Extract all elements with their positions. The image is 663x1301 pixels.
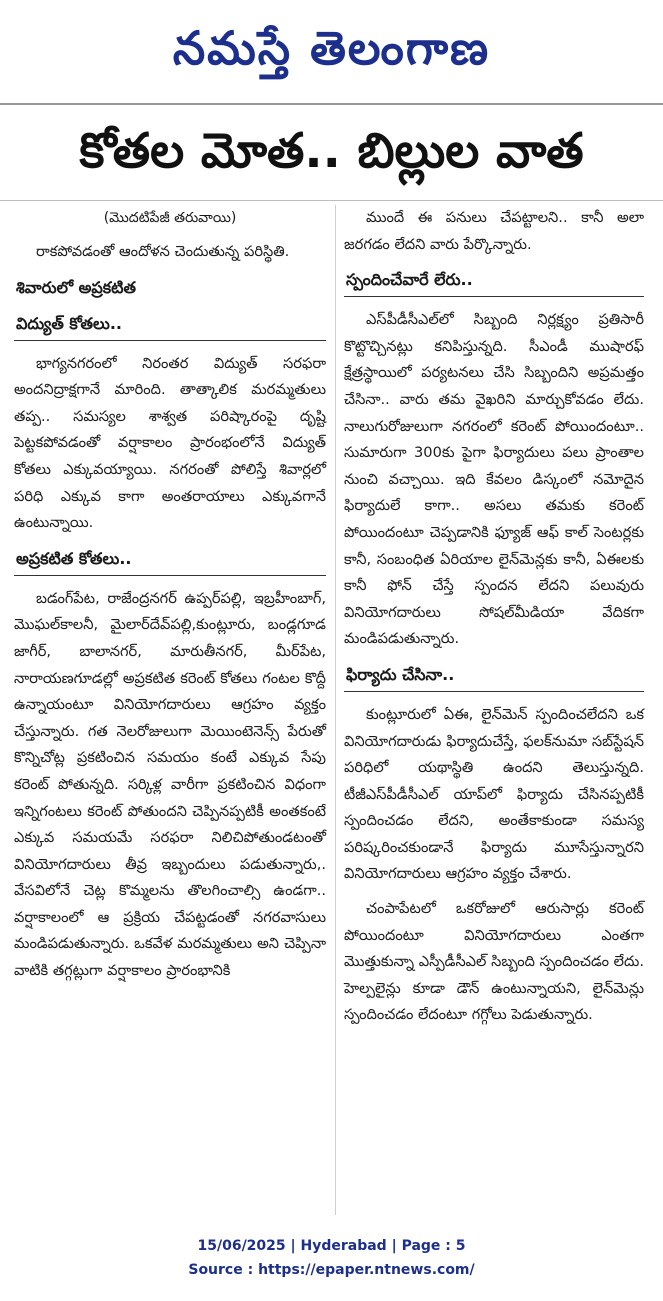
masthead-logo: నమస్తే తెలంగాణ bbox=[172, 21, 491, 75]
subheading: అప్రకటిత కోతలు.. bbox=[14, 545, 326, 576]
headline-divider bbox=[0, 200, 663, 201]
paragraph: ఎస్‌పీడీసీఎల్‌లో సిబ్బంది నిర్లక్ష్యం ప్రతిసారీ కొట్టొచ్చినట్లు కనిపిస్తున్నది. సీఎండీ ముషారఫ్ క్షేత్రస్థాయిలో పర్యటనలు చేసి సిబ్బందిని అప్రమత్తం చేసినా.. వారు తమ వైఖరిని మార్చుకోవడం లేదు. నాలుగురోజులుగా నగరంలో కరెంట్ పోయిందంటూ.. సుమారుగా 300కు పైగా ఫిర్యాదులు పలు ప్రాంతాల నుంచి వచ్చాయి. ఇది కేవలం డిస్కంలో నమోదైన ఫిర్యాదులే కాగా.. అసలు తమకు కరెంట్ పోయిందంటూ చెప్పడానికి ఫ్యూజ్ ఆఫ్ కాల్ సెంటర్లకు కానీ, సంబంధిత ఏరియాల లైన్‌మెన్లకు కానీ, ఏఈలకు కానీ ఫోన్ చేస్తే స్పందన లేదని పలువురు వినియోగదారులు సోషల్‌మీడియా వేదికగా మండిపడుతున్నారు. bbox=[344, 311, 644, 648]
article-column-left bbox=[14, 205, 326, 993]
subheading: విద్యుత్ కోతలు.. bbox=[14, 310, 326, 341]
footer-dateline: 15/06/2025 | Hyderabad | Page : 5 bbox=[197, 1238, 466, 1254]
article-headline: కోతల మోత.. బిల్లుల వాత bbox=[79, 123, 584, 179]
paragraph: భాగ్యనగరంలో నిరంతర విద్యుత్ సరఫరా అందనిద్రాక్షగానే మారింది. తాత్కాలిక మరమ్మతులు తప్ప.. సమస్యల శాశ్వత పరిష్కారంపై దృష్టి పెట్టకపోవడంతో వర్షాకాలం ప్రారంభంలోనే విద్యుత్ కోతలు ఎక్కువయ్యాయి. నగరంతో పోలిస్తే శివార్లలో పరిధి ఎక్కువ కాగా అంతరాయాలు ఎక్కువగానే ఉంటున్నాయి. bbox=[14, 354, 326, 532]
paragraph: చంపాపేటలో ఒకరోజులో ఆరుసార్లు కరెంట్ పోయిందంటూ వినియోగదారులు ఎంతగా మొత్తుకున్నా ఎస్పీడీసీఎల్ సిబ్బంది స్పందించడం లేదు. హెల్పలైన్లు కూడా డౌన్ ఉంటున్నాయని, లైన్‌మెన్లు స్పందించడం లేదంటూ గగ్గోలు పెడుతున్నారు. bbox=[344, 900, 644, 1024]
subheading: ఫిర్యాదు చేసినా.. bbox=[344, 661, 644, 692]
subheading: స్పందించేవారే లేరు.. bbox=[344, 266, 644, 297]
paragraph: బడంగ్‌పేట, రాజేంద్రనగర్ ఉప్పర్‌పల్లి, ఇబ్రహీంబాగ్, మొఘల్‌కాలనీ, మైలార్‌దేవ్‌పల్లి,కుంట్లూరు, బండ్లగూడ జాగీర్, బాలానగర్, మారుతీనగర్, మీర్‌పేట, నారాయణగూడల్లో అప్రకటిత కరెంట్ కోతలు గంటల కొద్దీ ఉన్నాయంటూ వినియోగదారులు ఆగ్రహం వ్యక్తం చేస్తున్నారు. గత నెలరోజులుగా మెయింటెనెన్స్ పేరుతో కొన్నిచోట్ల ప్రకటించిన సమయం కంటే ఎక్కువ సేపు కరెంట్ పోతున్నది. సర్కిళ్ల వారీగా ప్రకటించిన విధంగా ఇన్నిగంటలు కరెంట్ పోతుందని చెప్పినప్పటికీ అంతకంటే ఎక్కువ సమయమే సరఫరా నిలిచిపోతుండటంతో వినియోగదారులు తీవ్ర ఇబ్బందులు పడుతున్నారు,. వేసవిలోనే చెట్ల కొమ్మలను తొలగించాల్సి ఉండగా.. వర్షాకాలంలో ఆ ప్రక్రియ చేపట్టడంతో నగరవాసులు మండిపడుతున్నారు. ఒకవేళ మరమ్మతులు అని చెప్పినా వాటికి తగ్గట్లుగా వర్షాకాలం ప్రారంభానికి bbox=[14, 589, 326, 980]
continued-note: (మొదటిపేజీ తరువాయి) bbox=[103, 210, 237, 226]
paragraph: రాకపోవడంతో ఆందోళన చెందుతున్న పరిస్థితి. bbox=[36, 243, 290, 260]
paragraph: ముందే ఈ పనులు చేపట్టాలని.. కానీ అలా జరగడం లేదని వారు పేర్కొన్నారు. bbox=[344, 209, 644, 253]
masthead-divider bbox=[0, 103, 663, 105]
column-divider bbox=[335, 205, 336, 1215]
paragraph: కుంట్లూరులో ఏఈ, లైన్‌మెన్ స్పందించలేదని ఒక వినియోగదారుడు ఫిర్యాదుచేస్తే, ఫలక్‌నుమా సబ్‌స్టేషన్ పరిధిలో యథాస్థితి ఉందని తెలుస్తున్నది. టీజీఎస్‌పీడీసీఎల్ యాప్‌లో ఫిర్యాదు చేసినప్పటికీ స్పందించడం లేదని, అంతేకాకుండా సమస్య పరిష్కరించకుండానే ఫిర్యాదు మూసేస్తున్నారని వినియోగదారులు ఆగ్రహం వ్యక్తం చేశారు. bbox=[344, 705, 644, 883]
footer-source: Source : https://epaper.ntnews.com/ bbox=[188, 1262, 475, 1278]
subheading: శివారులో అప్రకటిత bbox=[16, 277, 136, 297]
article-column-right bbox=[344, 205, 644, 1037]
